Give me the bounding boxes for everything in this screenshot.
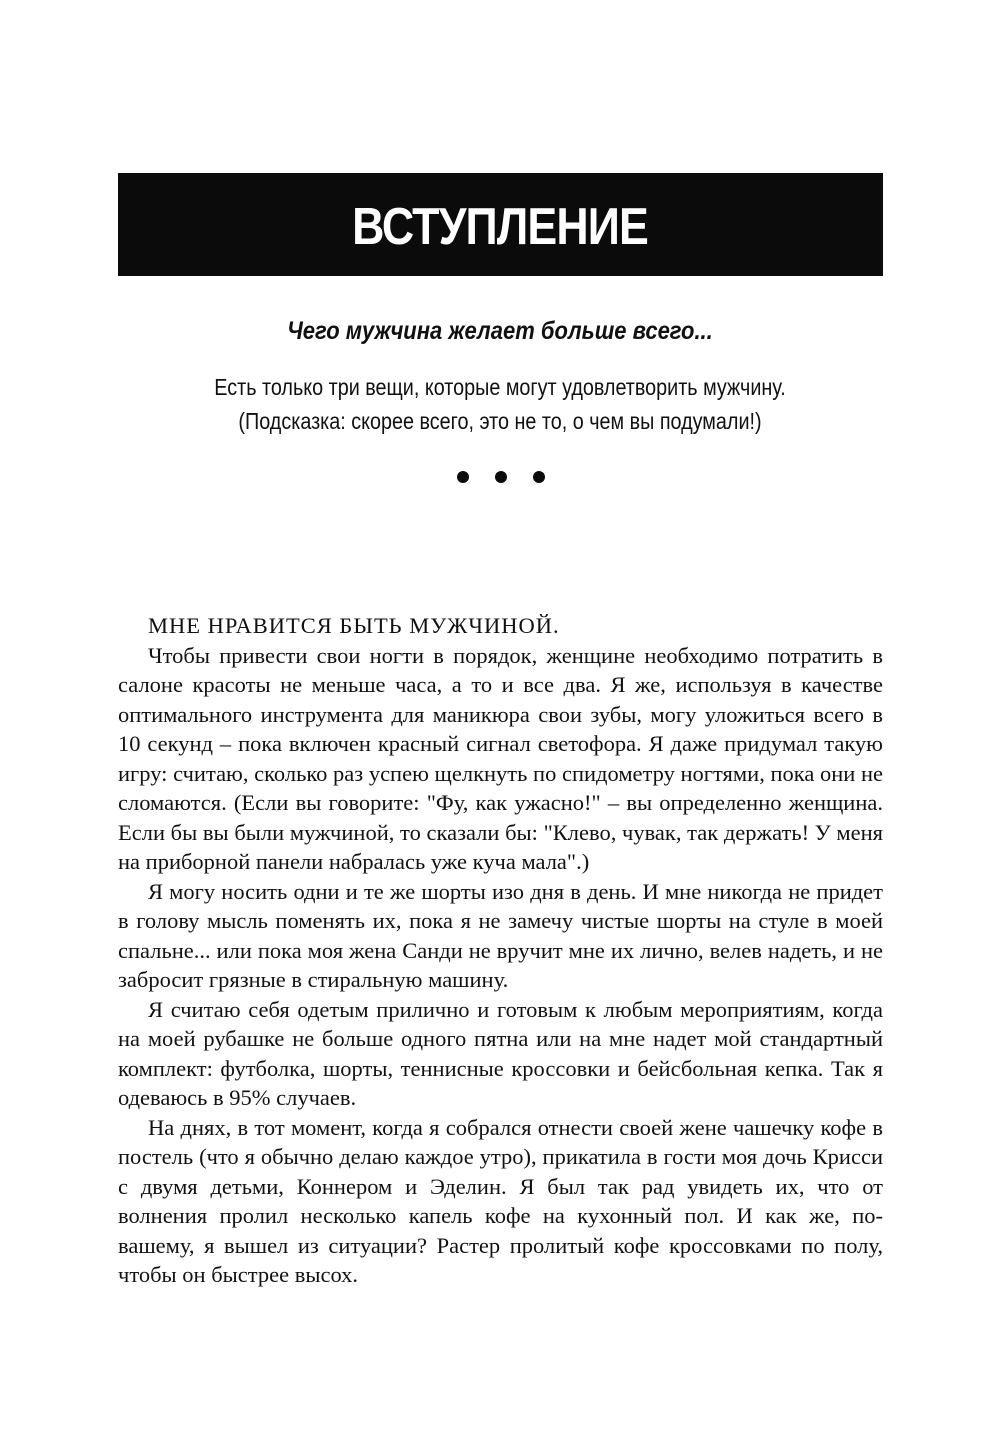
separator-dot (533, 471, 545, 483)
paragraph: Чтобы привести свои ногти в порядок, женщине необходимо потратить в салоне красоты не меньше часа, а то и все два. Я же, используя в качестве оптимального инструмента для маникюра свои зубы, могу уложиться всего в 10 секунд – пока включен красный сигнал светофора. Я даже придумал такую игру: считаю, сколько раз успею щелкнуть по спидометру ногтями, пока они не сломаются. (Если вы говорите: "Фу, как ужасно!" – вы определенно женщина. Если бы вы были мужчиной, то сказали бы: "Клево, чувак, так держать! У меня на приборной панели набралась уже куча мала".) (118, 642, 883, 874)
separator-dot (495, 471, 507, 483)
body-text (118, 611, 883, 1290)
tagline-line-1: Есть только три вещи, которые могут удовлетворить мужчину. (214, 374, 786, 400)
paragraph: Я считаю себя одетым прилично и готовым к любым мероприятиям, когда на моей рубашке не больше одного пятна или на мне надет мой стандартный комплект: футболка, шорты, теннисные кроссовки и бейсбольная кепка. Так я одеваюсь в 95% случаев. (118, 996, 883, 1110)
tagline-line-2: (Подсказка: скорее всего, это не то, о чем вы подумали!) (238, 408, 762, 434)
separator-dot (457, 471, 469, 483)
chapter-title-bar (118, 173, 883, 276)
section-opener: МНЕ НРАВИТСЯ БЫТЬ МУЖЧИНОЙ. (148, 613, 560, 638)
chapter-title: ВСТУПЛЕНИЕ (352, 197, 649, 256)
section-separator (457, 471, 545, 485)
paragraph: Я могу носить одни и те же шорты изо дня в день. И мне никогда не придет в голову мысль поменять их, пока я не замечу чистые шорты на стуле в моей спальне... или пока моя жена Санди не вручит мне их лично, велев надеть, и не забросит грязные в стиральную машину. (118, 878, 883, 992)
chapter-subtitle: Чего мужчина желает больше всего... (287, 317, 713, 345)
paragraph: На днях, в тот момент, когда я собрался отнести своей жене чашечку кофе в постель (что я обычно делаю каждое утро), прикатила в гости моя дочь Крисси с двумя детьми, Коннером и Эделин. Я был так рад увидеть их, что от волнения пролил несколько капель кофе на кухонный пол. И как же, по-вашему, я вышел из ситуации? Растер пролитый кофе кроссовками по полу, чтобы он быстрее высох. (118, 1114, 883, 1287)
